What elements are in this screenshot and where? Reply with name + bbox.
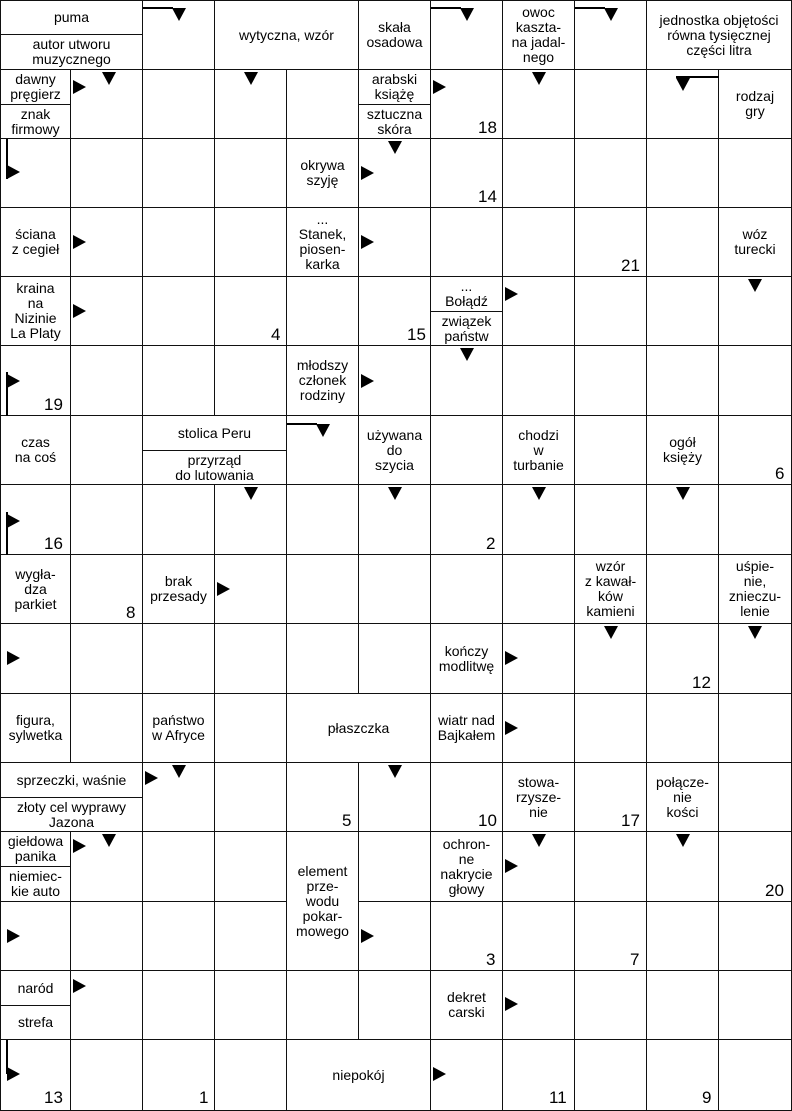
cell-number: 7 bbox=[630, 950, 640, 969]
clue-stanek: ... Stanek, piosen- karka bbox=[287, 208, 359, 277]
answer-cell[interactable] bbox=[215, 694, 287, 763]
clue-mlodszy: młodszy członek rodziny bbox=[287, 346, 359, 416]
clue-niemieckie-auto: niemiec- kie auto bbox=[0, 867, 71, 902]
clue-sciana: ściana z cegieł bbox=[0, 208, 71, 277]
answer-cell[interactable] bbox=[575, 485, 647, 555]
cell-number: 18 bbox=[478, 118, 497, 137]
arrow-down-icon bbox=[676, 487, 690, 500]
clue-narod: naród bbox=[0, 971, 71, 1006]
arrow-right-icon bbox=[361, 235, 374, 249]
arrow-down-icon bbox=[316, 424, 330, 437]
clue-puma: puma bbox=[0, 0, 143, 35]
clue-gieldowa-panika: giełdowa panika bbox=[0, 832, 71, 867]
answer-cell[interactable] bbox=[215, 763, 287, 832]
arrow-down-icon bbox=[388, 765, 402, 778]
cell-number: 21 bbox=[621, 256, 640, 275]
cell-number: 6 bbox=[775, 464, 785, 483]
answer-cell[interactable] bbox=[503, 346, 575, 416]
answer-cell[interactable] bbox=[215, 208, 287, 277]
clue-panstwo-w-afryce: państwo w Afryce bbox=[143, 694, 215, 763]
answer-cell[interactable] bbox=[71, 346, 143, 416]
answer-cell[interactable] bbox=[647, 277, 719, 346]
arrow-right-icon bbox=[433, 1067, 446, 1081]
cell-number: 15 bbox=[407, 325, 426, 344]
arrow-stem bbox=[575, 7, 605, 9]
answer-cell[interactable] bbox=[719, 485, 792, 555]
clue-uspienie: uśpie- nie, znieczu- lenie bbox=[719, 555, 792, 624]
cell-number: 4 bbox=[271, 325, 281, 344]
clue-zwiazek-panstw: związek państw bbox=[431, 312, 503, 346]
arrow-right-icon bbox=[7, 374, 20, 388]
answer-cell[interactable] bbox=[719, 694, 792, 763]
cell-number: 12 bbox=[692, 673, 711, 692]
answer-cell[interactable] bbox=[287, 277, 359, 346]
answer-cell[interactable] bbox=[143, 70, 215, 139]
arrow-right-icon bbox=[73, 235, 86, 249]
answer-cell[interactable] bbox=[71, 902, 143, 971]
cell-number: 14 bbox=[478, 187, 497, 206]
answer-cell[interactable] bbox=[71, 694, 143, 763]
answer-cell[interactable] bbox=[503, 208, 575, 277]
arrow-right-icon bbox=[505, 287, 518, 301]
arrow-down-icon bbox=[676, 834, 690, 847]
answer-cell[interactable] bbox=[287, 485, 359, 555]
answer-cell[interactable] bbox=[359, 624, 431, 694]
answer-cell[interactable] bbox=[287, 971, 359, 1040]
answer-cell[interactable] bbox=[431, 555, 503, 624]
arrow-stem bbox=[431, 7, 461, 9]
cell-number: 8 bbox=[126, 603, 136, 622]
arrow-right-icon bbox=[73, 80, 86, 94]
clue-chodzi: chodzi w turbanie bbox=[503, 416, 575, 485]
clue-sprzeczki: sprzeczki, waśnie bbox=[0, 763, 143, 798]
clue-stolica-peru: stolica Peru bbox=[143, 416, 287, 451]
cell-number: 3 bbox=[486, 950, 496, 969]
answer-cell[interactable] bbox=[575, 832, 647, 902]
answer-cell[interactable] bbox=[575, 346, 647, 416]
answer-cell[interactable] bbox=[287, 555, 359, 624]
arrow-down-icon bbox=[748, 279, 762, 292]
answer-cell[interactable] bbox=[143, 624, 215, 694]
arrow-right-icon bbox=[73, 839, 86, 853]
arrow-down-icon bbox=[172, 8, 186, 21]
cell-number: 19 bbox=[44, 395, 63, 414]
clue-czas: czas na coś bbox=[0, 416, 71, 485]
clue-wiatr: wiatr nad Bajkałem bbox=[431, 694, 503, 763]
clue-jednostka: jednostka objętości równa tysięcznej części litra bbox=[647, 0, 792, 70]
arrow-down-icon bbox=[532, 487, 546, 500]
clue-rodzaj-gry: rodzaj gry bbox=[719, 70, 792, 139]
cell-number: 13 bbox=[44, 1088, 63, 1107]
arrow-right-icon bbox=[361, 929, 374, 943]
answer-cell[interactable] bbox=[647, 694, 719, 763]
arrow-right-icon bbox=[73, 304, 86, 318]
clue-ogol-ksiezy: ogół księży bbox=[647, 416, 719, 485]
answer-cell[interactable] bbox=[71, 416, 143, 485]
arrow-stem bbox=[143, 7, 173, 9]
answer-cell[interactable] bbox=[647, 555, 719, 624]
clue-okrywa-szyje: okrywa szyję bbox=[287, 139, 359, 208]
clue-ochronne-nakrycie: ochron- ne nakrycie głowy bbox=[431, 832, 503, 902]
answer-cell[interactable] bbox=[647, 902, 719, 971]
arrow-right-icon bbox=[7, 165, 20, 179]
cell-number: 10 bbox=[478, 811, 497, 830]
arrow-down-icon bbox=[460, 8, 474, 21]
arrow-right-icon bbox=[217, 582, 230, 596]
answer-cell[interactable] bbox=[431, 208, 503, 277]
arrow-right-icon bbox=[505, 997, 518, 1011]
answer-cell[interactable] bbox=[647, 971, 719, 1040]
arrow-down-icon bbox=[244, 72, 258, 85]
cell-number: 17 bbox=[621, 811, 640, 830]
cell-number: 5 bbox=[342, 811, 352, 830]
answer-cell[interactable] bbox=[215, 832, 287, 902]
answer-cell[interactable] bbox=[503, 139, 575, 208]
clue-element-przewodu: element prze- wodu pokar- mowego bbox=[287, 832, 359, 971]
answer-cell[interactable] bbox=[719, 346, 792, 416]
arrow-right-icon bbox=[505, 721, 518, 735]
arrow-down-icon bbox=[604, 626, 618, 639]
answer-cell[interactable] bbox=[575, 971, 647, 1040]
answer-cell[interactable] bbox=[71, 624, 143, 694]
clue-przyrzad: przyrząd do lutowania bbox=[143, 451, 287, 485]
clue-autor-utworu: autor utworu muzycznego bbox=[0, 35, 143, 70]
answer-cell[interactable] bbox=[719, 971, 792, 1040]
answer-cell[interactable] bbox=[647, 346, 719, 416]
clue-bolodz: ... Bołądź bbox=[431, 277, 503, 312]
clue-arabski-ksiaze: arabski książę bbox=[359, 70, 431, 105]
answer-cell[interactable] bbox=[215, 139, 287, 208]
answer-cell[interactable] bbox=[719, 902, 792, 971]
arrow-down-icon bbox=[102, 834, 116, 847]
arrow-right-icon bbox=[361, 166, 374, 180]
answer-cell[interactable] bbox=[143, 277, 215, 346]
answer-cell[interactable] bbox=[647, 208, 719, 277]
answer-cell[interactable] bbox=[215, 902, 287, 971]
arrow-right-icon bbox=[361, 374, 374, 388]
clue-dekret-carski: dekret carski bbox=[431, 971, 503, 1040]
answer-cell[interactable] bbox=[575, 277, 647, 346]
answer-cell[interactable] bbox=[143, 971, 215, 1040]
arrow-down-icon bbox=[102, 72, 116, 85]
clue-wygladza: wygła- dza parkiet bbox=[0, 555, 71, 624]
answer-cell[interactable] bbox=[503, 902, 575, 971]
arrow-down-icon bbox=[748, 626, 762, 639]
cell-number: 16 bbox=[44, 534, 63, 553]
answer-cell[interactable] bbox=[575, 1040, 647, 1111]
clue-brak-przesady: brak przesady bbox=[143, 555, 215, 624]
arrow-down-icon bbox=[172, 765, 186, 778]
clue-polaczenie-kosci: połącze- nie kości bbox=[647, 763, 719, 832]
answer-cell[interactable] bbox=[215, 346, 287, 416]
arrow-right-icon bbox=[7, 514, 20, 528]
answer-cell[interactable] bbox=[575, 70, 647, 139]
arrow-down-icon bbox=[388, 141, 402, 154]
answer-cell[interactable] bbox=[287, 70, 359, 139]
answer-cell[interactable] bbox=[359, 832, 431, 902]
arrow-right-icon bbox=[7, 1067, 20, 1081]
arrow-stem bbox=[287, 423, 317, 425]
clue-uzywana: używana do szycia bbox=[359, 416, 431, 485]
arrow-down-icon bbox=[676, 78, 690, 91]
answer-cell[interactable] bbox=[71, 1040, 143, 1111]
arrow-right-icon bbox=[7, 651, 20, 665]
clue-niepokoj: niepokój bbox=[287, 1040, 431, 1111]
clue-skala-osadowa: skała osadowa bbox=[359, 0, 431, 70]
clue-zloty-cel: złoty cel wyprawy Jazona bbox=[0, 798, 143, 832]
cell-number: 9 bbox=[702, 1088, 712, 1107]
arrow-right-icon bbox=[73, 979, 86, 993]
answer-cell[interactable] bbox=[143, 139, 215, 208]
arrow-right-icon bbox=[505, 859, 518, 873]
arrow-down-icon bbox=[388, 487, 402, 500]
arrow-down-icon bbox=[532, 72, 546, 85]
clue-strefa: strefa bbox=[0, 1006, 71, 1040]
answer-cell[interactable] bbox=[287, 624, 359, 694]
answer-cell[interactable] bbox=[143, 346, 215, 416]
clue-owoc-kasztana: owoc kaszta- na jadal- nego bbox=[503, 0, 575, 70]
answer-cell[interactable] bbox=[719, 763, 792, 832]
answer-cell[interactable] bbox=[575, 139, 647, 208]
clue-wzor-kamieni: wzór z kawał- ków kamieni bbox=[575, 555, 647, 624]
arrow-right-icon bbox=[7, 929, 20, 943]
answer-cell[interactable] bbox=[143, 208, 215, 277]
answer-cell[interactable] bbox=[575, 416, 647, 485]
answer-cell[interactable] bbox=[359, 971, 431, 1040]
clue-sztuczna-skora: sztuczna skóra bbox=[359, 105, 431, 139]
answer-cell[interactable] bbox=[71, 139, 143, 208]
cell-number: 2 bbox=[486, 534, 496, 553]
answer-cell[interactable] bbox=[575, 694, 647, 763]
answer-cell[interactable] bbox=[719, 139, 792, 208]
arrow-down-icon bbox=[604, 8, 618, 21]
cell-number: 1 bbox=[199, 1088, 209, 1107]
clue-figura: figura, sylwetka bbox=[0, 694, 71, 763]
answer-cell[interactable] bbox=[71, 485, 143, 555]
clue-konczy-modlitwe: kończy modlitwę bbox=[431, 624, 503, 694]
cell-number: 11 bbox=[549, 1088, 567, 1107]
answer-cell[interactable] bbox=[719, 1040, 792, 1111]
clue-plaszczka: płaszczka bbox=[287, 694, 431, 763]
arrow-right-icon bbox=[505, 651, 518, 665]
clue-stowarzyszenie: stowa- rzysze- nie bbox=[503, 763, 575, 832]
arrow-down-icon bbox=[244, 487, 258, 500]
answer-cell[interactable] bbox=[143, 902, 215, 971]
answer-cell[interactable] bbox=[503, 555, 575, 624]
answer-cell[interactable] bbox=[215, 624, 287, 694]
clue-woz-turecki: wóz turecki bbox=[719, 208, 792, 277]
answer-cell[interactable] bbox=[143, 485, 215, 555]
answer-cell[interactable] bbox=[431, 416, 503, 485]
answer-cell[interactable] bbox=[215, 1040, 287, 1111]
clue-kraina: kraina na Nizinie La Platy bbox=[0, 277, 71, 346]
answer-cell[interactable] bbox=[359, 555, 431, 624]
clue-wytyczna: wytyczna, wzór bbox=[215, 0, 359, 70]
arrow-right-icon bbox=[145, 771, 158, 785]
answer-cell[interactable] bbox=[647, 139, 719, 208]
arrow-down-icon bbox=[532, 834, 546, 847]
answer-cell[interactable] bbox=[215, 971, 287, 1040]
arrow-down-icon bbox=[460, 348, 474, 361]
cell-number: 20 bbox=[765, 881, 784, 900]
arrow-right-icon bbox=[433, 80, 446, 94]
answer-cell[interactable] bbox=[143, 832, 215, 902]
clue-dawny-pregierz: dawny pręgierz bbox=[0, 70, 71, 105]
clue-znak-firmowy: znak firmowy bbox=[0, 105, 71, 139]
